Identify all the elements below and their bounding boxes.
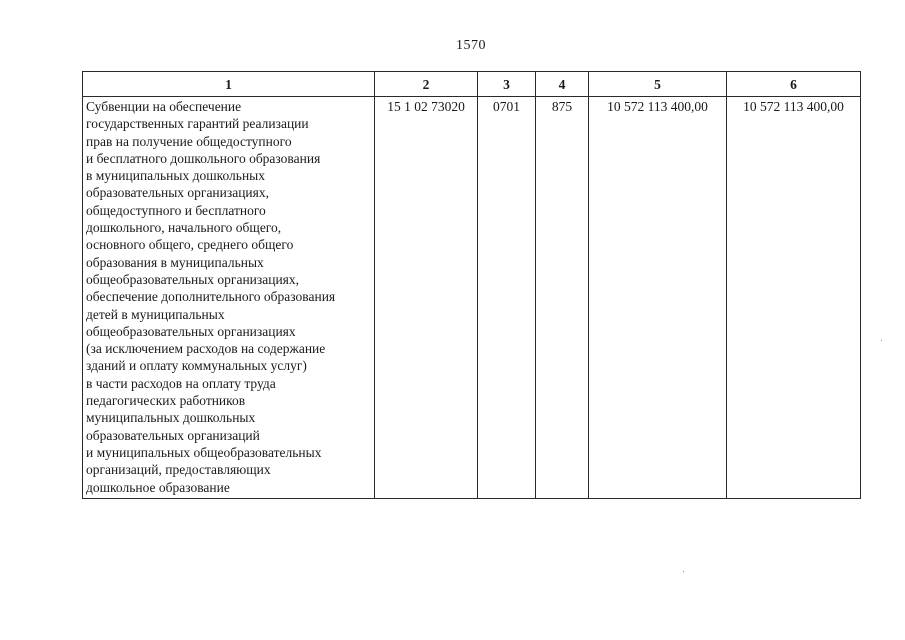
expense-name-line: основного общего, среднего общего bbox=[86, 237, 294, 253]
column-header-2: 2 bbox=[375, 72, 478, 97]
target-article-cell: 15 1 02 73020 bbox=[375, 97, 478, 499]
column-header-3: 3 bbox=[478, 72, 536, 97]
expense-name-line: Субвенции на обеспечение bbox=[86, 99, 242, 114]
expense-name-line: образовательных организаций bbox=[86, 427, 260, 443]
expense-name-line: зданий и оплату коммунальных услуг) bbox=[86, 358, 307, 374]
expense-name-line: дошкольного, начального общего, bbox=[86, 220, 282, 236]
column-header-1: 1 bbox=[83, 72, 375, 97]
expense-name-line: общеобразовательных организациях, bbox=[86, 271, 300, 287]
column-header-5: 5 bbox=[589, 72, 727, 97]
expense-name-line: организаций, предоставляющих bbox=[86, 462, 271, 478]
table-header-row bbox=[83, 72, 861, 97]
scan-speck bbox=[683, 571, 684, 572]
expense-name-line: образования в муниципальных bbox=[86, 254, 264, 270]
expense-name-line: муниципальных дошкольных bbox=[86, 410, 256, 426]
expense-name-line: детей в муниципальных bbox=[86, 306, 225, 322]
expense-name-line: образовательных организациях, bbox=[86, 185, 269, 201]
column-header-4: 4 bbox=[536, 72, 589, 97]
expense-name-line: и муниципальных общеобразовательных bbox=[86, 444, 322, 460]
column-header-6: 6 bbox=[727, 72, 861, 97]
page-number: 1570 bbox=[456, 38, 486, 53]
budget-table bbox=[82, 71, 861, 499]
expense-name-cell bbox=[83, 97, 375, 499]
scan-speck bbox=[881, 340, 882, 341]
expense-name-line: государственных гарантий реализации bbox=[86, 116, 309, 132]
expense-type-cell: 875 bbox=[536, 97, 589, 499]
expense-name-line: (за исключением расходов на содержание bbox=[86, 341, 326, 357]
expense-name-line: прав на получение общедоступного bbox=[86, 133, 292, 149]
expense-name-line: общедоступного и бесплатного bbox=[86, 202, 266, 218]
expense-name-line: общеобразовательных организациях bbox=[86, 323, 296, 339]
amount-year1-cell: 10 572 113 400,00 bbox=[589, 97, 727, 499]
expense-name-line: в муниципальных дошкольных bbox=[86, 168, 265, 184]
expense-name-line: в части расходов на оплату труда bbox=[86, 375, 276, 391]
expense-name-line: педагогических работников bbox=[86, 393, 246, 409]
table-row bbox=[83, 97, 861, 499]
section-cell: 0701 bbox=[478, 97, 536, 499]
expense-name-line: дошкольное образование bbox=[86, 479, 230, 495]
expense-name-line: и бесплатного дошкольного образования bbox=[86, 150, 321, 166]
amount-year2-cell: 10 572 113 400,00 bbox=[727, 97, 861, 499]
expense-name-line: обеспечение дополнительного образования bbox=[86, 289, 336, 305]
